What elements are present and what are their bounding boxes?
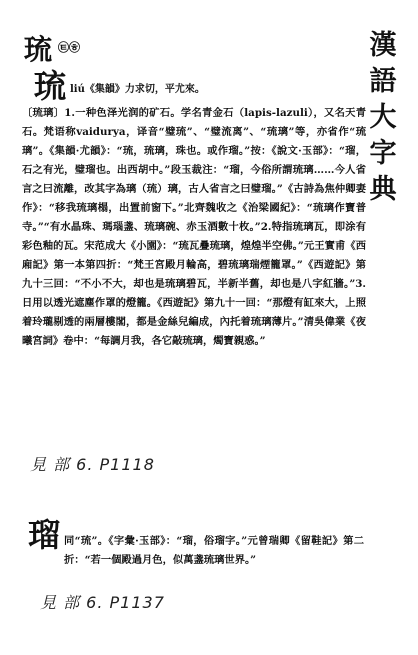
entry1-headword-small: 琉: [24, 33, 53, 66]
title-char: 字: [369, 138, 397, 169]
title-char: 語: [369, 66, 397, 97]
entry2-headword: 瑠: [28, 516, 61, 554]
entry2-handwritten-reference: 見 部 6. P1137: [40, 593, 165, 612]
title-char: 大: [369, 102, 397, 133]
dictionary-title: [368, 28, 398, 208]
definition-paragraph: 〔琉璃〕1.一种色泽光润的矿石。学名青金石（lapis-lazuli），又名天青石。梵语称vaidurya，译音“璧琉”、“璧流离”、“琉璃”等，亦省作“琉璃”。《集韻·尤韻》：“琉，琉璃，珠也。或作瑠。”按：《說文·玉部》：“瑠，石之有光，璧瑠也。出西胡中。”段玉裁注：“瑠，今俗所謂琉璃……今人省言之曰流離，改其字為璃（琉）璃，古人省言之曰璧瑠。”《古詩為焦仲卿妻作》：“移我琉璃榻，出置前窗下。”北齊魏收之《治梁國紀》：“琉璃作寶普寺。”“有水晶珠、瑪瑙盞、琉璃碗、赤玉酒數十枚。”2.特指琉璃瓦，即涂有彩色釉的瓦。宋范成大《小園》：“琉瓦疊琉璃，煌煌半空佛。”元王實甫《西廂記》第一本第四折：“梵王宮殿月輪高，碧琉璃瑞煙籠罩。”《西遊記》第九十三回：“不小不大，却也是琉璃碧瓦，半新半舊，却也是八字紅牆。”3.日用以透光遮塵作罩的燈籠。《西遊記》第九十一回：“那燈有缸來大，上照着玲瓏剔透的兩層樓閣，都是金絲兒編成，內托着琉璃薄片。”清吳偉業《夜曦宮詞》卷中：“每調月我，各它敲琉璃，燭寶親惑。”: [22, 107, 366, 347]
entry2-definition: 同“琉”。《字彙·玉部》：“瑠，俗瑠字。”元曾瑞卿《留鞋記》第二折：“若一個殿過月色，似萬盞琉璃世界。”: [64, 535, 364, 566]
entry1-definition: [22, 104, 366, 449]
entry1-handwritten-reference: 見 部 6. P1118: [30, 455, 155, 474]
title-char: 漢: [369, 30, 397, 61]
entry1-head-note: ㉫㉭: [58, 41, 80, 54]
title-char: 典: [369, 174, 397, 205]
entry1-headword: 琉: [34, 67, 67, 105]
entry1-pronunciation: liú《集韻》力求切，平尤來。: [70, 84, 205, 95]
